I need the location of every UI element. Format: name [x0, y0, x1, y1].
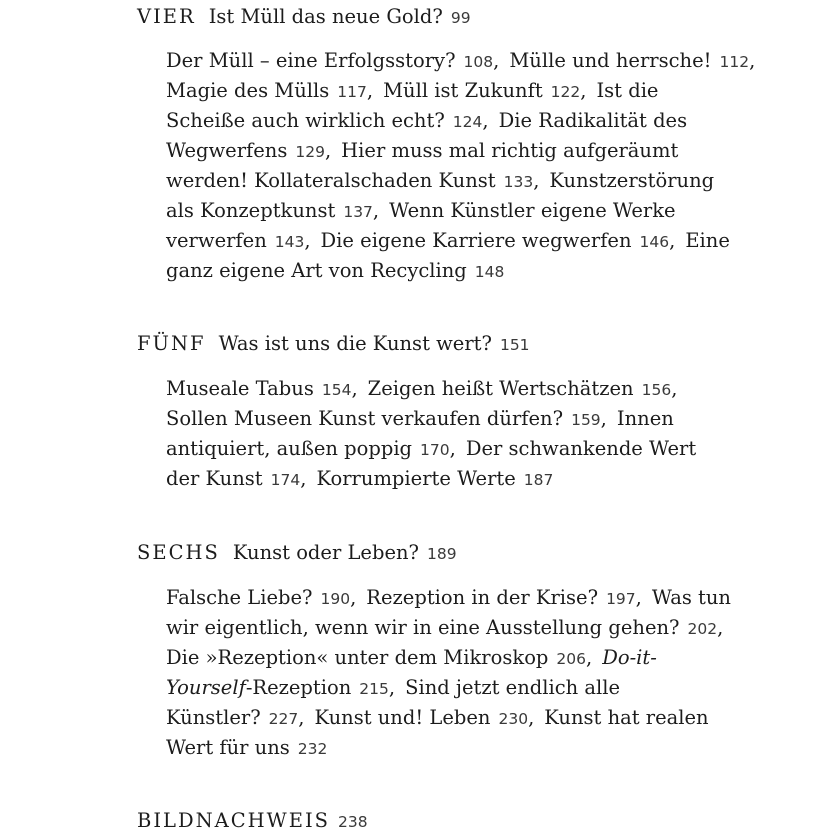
- entry-page-number: 148: [474, 263, 505, 281]
- entry-page-number: 112: [719, 53, 750, 71]
- separator: ,: [669, 229, 676, 252]
- entry-page-number: 154: [321, 381, 352, 399]
- separator: ,: [635, 586, 642, 609]
- toc-line: [166, 76, 765, 106]
- toc-entry: Sind jetzt endlich alle: [405, 676, 621, 699]
- separator: ,: [528, 706, 535, 729]
- toc-entry: Innen: [616, 407, 674, 430]
- bildnachweis-label: BILDNACHWEIS: [137, 809, 331, 832]
- separator: ,: [586, 646, 593, 669]
- toc-entry: Korrumpierte Werte: [316, 467, 516, 490]
- toc-entry: Falsche Liebe?: [166, 586, 313, 609]
- entry-page-number: 137: [343, 203, 373, 221]
- toc-line: [166, 434, 696, 464]
- toc-entry: Mülle und herrsche!: [509, 49, 712, 72]
- toc-entry: Eine: [685, 229, 730, 252]
- bildnachweis-page-number: 238: [338, 813, 368, 831]
- toc-entry: Ist die: [596, 79, 659, 102]
- toc-entry: Die »Rezeption« unter dem Mikroskop: [166, 646, 549, 669]
- toc-entry: als Konzeptkunst: [166, 199, 336, 222]
- entry-page-number: 129: [295, 143, 325, 161]
- toc-entry: verwerfen: [166, 229, 267, 252]
- chapter-number: VIER: [137, 5, 196, 28]
- toc-entry: Der schwankende Wert: [465, 437, 697, 460]
- toc-line: [166, 106, 765, 136]
- entry-page-number: 170: [420, 441, 450, 459]
- toc-entry: antiquiert, außen poppig: [166, 437, 413, 460]
- chapter-number: SECHS: [137, 541, 220, 564]
- chapter-number: FÜNF: [137, 332, 206, 355]
- toc-entry: Scheiße auch wirklich echt?: [166, 109, 445, 132]
- separator: ,: [304, 229, 311, 252]
- entry-page-number: 117: [337, 83, 367, 101]
- chapter-entries-sechs: [166, 583, 733, 763]
- toc-entry: Die eigene Karriere wegwerfen: [320, 229, 632, 252]
- toc-entry: Kunst hat realen: [544, 706, 709, 729]
- toc-line: [166, 256, 765, 286]
- toc-entry: Die Radikalität des: [498, 109, 688, 132]
- toc-entry: Wenn Künstler eigene Werke: [389, 199, 676, 222]
- toc-line: [166, 733, 733, 763]
- separator: ,: [388, 676, 396, 699]
- chapter-heading-vier: [137, 5, 471, 30]
- chapter-title: Was ist uns die Kunst wert?: [218, 332, 492, 355]
- chapter-entries-fuenf: [166, 374, 696, 494]
- entry-page-number: 156: [641, 381, 672, 399]
- toc-line: [166, 136, 765, 166]
- toc-entry: wir eigentlich, wenn wir in eine Ausstellung gehen?: [166, 616, 680, 639]
- separator: ,: [324, 139, 332, 162]
- entry-page-number: 190: [320, 590, 351, 608]
- toc-line: [166, 703, 733, 733]
- toc-line: [166, 404, 696, 434]
- toc-entry: Museale Tabus: [166, 377, 314, 400]
- separator: ,: [482, 109, 489, 132]
- separator: ,: [366, 79, 374, 102]
- chapter-page-number: 151: [499, 336, 530, 354]
- toc-entry: Kunst und! Leben: [314, 706, 491, 729]
- toc-entry-italic: Yourself: [166, 676, 246, 699]
- entry-page-number: 187: [523, 471, 554, 489]
- separator: ,: [350, 586, 357, 609]
- entry-page-number: 159: [571, 411, 601, 429]
- separator: ,: [717, 616, 724, 639]
- bildnachweis-heading: [137, 809, 368, 834]
- toc-entry: Rezeption in der Krise?: [366, 586, 599, 609]
- chapter-title: Kunst oder Leben?: [232, 541, 419, 564]
- separator: ,: [300, 467, 307, 490]
- separator: ,: [533, 169, 540, 192]
- chapter-heading-fuenf: [137, 332, 530, 357]
- separator: ,: [372, 199, 380, 222]
- separator: ,: [600, 407, 607, 430]
- entry-page-number: 133: [503, 173, 534, 191]
- toc-line: [166, 464, 696, 494]
- toc-entry: werden! Kollateralschaden Kunst: [166, 169, 496, 192]
- toc-entry: ganz eigene Art von Recycling: [166, 259, 467, 282]
- toc-entry: Müll ist Zukunft: [383, 79, 543, 102]
- chapter-title: Ist Müll das neue Gold?: [208, 5, 443, 28]
- separator: ,: [298, 706, 305, 729]
- entry-page-number: 108: [463, 53, 494, 71]
- chapter-heading-sechs: [137, 541, 457, 566]
- toc-line: [166, 613, 733, 643]
- toc-line: [166, 46, 765, 76]
- entry-page-number: 143: [274, 233, 305, 251]
- toc-line: [166, 196, 765, 226]
- separator: ,: [671, 377, 678, 400]
- separator: ,: [449, 437, 456, 460]
- entry-page-number: 215: [359, 680, 389, 698]
- toc-entry: -Rezeption: [245, 676, 352, 699]
- chapter-page-number: 189: [427, 545, 457, 563]
- toc-entry: Zeigen heißt Wertschätzen: [367, 377, 634, 400]
- separator: ,: [351, 377, 358, 400]
- entry-page-number: 202: [687, 620, 718, 638]
- entry-page-number: 232: [297, 740, 328, 758]
- toc-entry: Wert für uns: [166, 736, 290, 759]
- entry-page-number: 124: [452, 113, 483, 131]
- toc-entry: Künstler?: [166, 706, 261, 729]
- chapter-entries-vier: [166, 46, 765, 286]
- toc-entry: Kunstzerstörung: [549, 169, 715, 192]
- toc-entry: Magie des Mülls: [166, 79, 330, 102]
- chapter-page-number: 99: [450, 9, 471, 27]
- separator: ,: [493, 49, 500, 72]
- toc-entry: Hier muss mal richtig aufgeräumt: [341, 139, 679, 162]
- entry-page-number: 174: [270, 471, 301, 489]
- toc-line: [166, 374, 696, 404]
- entry-page-number: 122: [550, 83, 581, 101]
- toc-line: [166, 226, 765, 256]
- entry-page-number: 227: [268, 710, 299, 728]
- entry-page-number: 146: [639, 233, 670, 251]
- toc-entry-italic: Do-it-: [602, 646, 657, 669]
- toc-line: [166, 673, 733, 703]
- toc-entry: Wegwerfens: [166, 139, 288, 162]
- entry-page-number: 206: [556, 650, 587, 668]
- entry-page-number: 230: [498, 710, 529, 728]
- toc-entry: Sollen Museen Kunst verkaufen dürfen?: [166, 407, 564, 430]
- toc-entry: Der Müll – eine Erfolgsstory?: [166, 49, 456, 72]
- separator: ,: [580, 79, 587, 102]
- toc-line: [166, 583, 733, 613]
- entry-page-number: 197: [606, 590, 636, 608]
- toc-entry: Was tun: [651, 586, 731, 609]
- toc-line: [166, 166, 765, 196]
- separator: ,: [749, 49, 756, 72]
- toc-entry: der Kunst: [166, 467, 263, 490]
- toc-line: [166, 643, 733, 673]
